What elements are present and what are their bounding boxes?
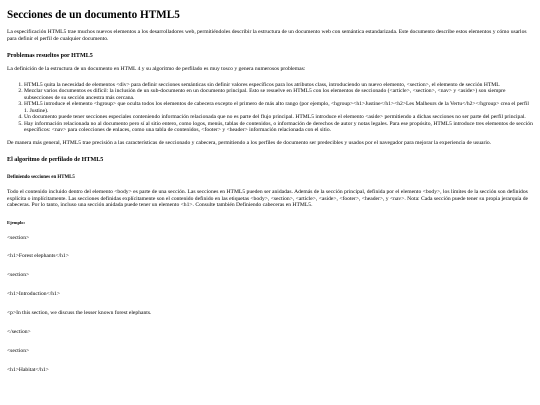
code-example bbox=[7, 235, 533, 374]
list-item: 3. HTML5 introduce el elemento <hgroup> que oculta todos los elementos de cabecera excepto el primero de más alto rango (por ejemplo, <hgroup><h1>Justine</h1><h2>Les Malheurs de la Vertu</h2></hgroup> crea el perfil 1. Justine). bbox=[24, 101, 533, 114]
closing-paragraph: De manera más general, HTML5 trae precisión a las características de seccionado y cabecera, permitiendo a los perfiles de documento ser predecibles y usados por el navegador para mejorar la experiencia de usuario. bbox=[7, 139, 492, 146]
page-title: Secciones de un documento HTML5 bbox=[7, 9, 180, 21]
list-item: 4. Un documento puede tener secciones especiales conteniendo información relacionada que no es parte del flujo principal. HTML5 introduce el elemento <aside> permitiendo a dichas secciones no ser parte del perfil principal. bbox=[24, 114, 533, 121]
list-item: 1. HTML5 quita la necesidad de elementos <div> para definir secciones semánticas sin definir valores específicos para los atributos class, introduciendo un nuevo elemento, <section>, el elemento de sección HTML bbox=[24, 82, 533, 89]
list-item: 2. Mezclar varios documentos es difícil: la inclusión de un sub-documento en un documento principal. Esto se resuelve en HTML5 con los elementos de seccionado (<article>, <section>, <nav> y <aside>) son siempre subsecciones de su sección ancestra más cercana. bbox=[24, 88, 533, 101]
code-line: <p>In this section, we discuss the lesser known forest elephants. bbox=[7, 310, 152, 317]
problems-list bbox=[7, 82, 533, 134]
intro-paragraph: La especificación HTML5 trae muchos nuevos elementos a los desarrolladores web, permitiéndoles describir la estructura de un documento web con semántica estandarizada. Este documento describe estos elementos y cómo usarlos para definir el perfil de cualquier documento. bbox=[7, 29, 527, 42]
example-label: Ejemplo: bbox=[7, 219, 26, 225]
defining-sections-paragraph: Todo el contenido incluido dentro del elemento <body> es parte de una sección. Las secciones en HTML5 pueden ser anidadas. Además de la sección principal, definida por el elemento <body>, los límites de la sección son definidos explícita o implícitamente. Las secciones definidas explícitamente son el contenido definido en las etiquetas <body>, <section>, <article>, <aside>, <footer>, <header>, y <nav>. Nota: Cada sección puede tener su propia jerarquía de cabeceras. Por lo tanto, incluso una sección anidada puede tener un elemento <h1>. Consulte también Definiendo cabeceras en HTML5. bbox=[7, 189, 529, 208]
code-line: <section> bbox=[7, 272, 30, 279]
section-heading-algorithm: El algoritmo de perfilado de HTML5 bbox=[7, 157, 104, 163]
code-line: <h1>Introduction</h1> bbox=[7, 291, 61, 298]
section-heading-problems: Problemas resueltos por HTML5 bbox=[7, 53, 93, 59]
subheading-defining-sections: Definiendo secciones en HTML5 bbox=[7, 175, 75, 180]
code-line: <section> bbox=[7, 234, 30, 241]
code-line: </section> bbox=[7, 328, 31, 335]
code-line: <section> bbox=[7, 347, 30, 354]
code-line: <h1>Forest elephants</h1> bbox=[7, 253, 69, 260]
problems-lead-paragraph: La definición de la estructura de un documento en HTML 4 y su algoritmo de perfilado es muy tosco y genera numerosos problemas: bbox=[7, 66, 306, 72]
code-line: <h1>Habitat</h1> bbox=[7, 366, 49, 373]
list-item: 5. Hay información relacionada no al documento pero sí al sitio entero, como logos, menús, tablas de contenidos, o información de derechos de autor y notas legales. Para ese propósito, HTML5 introduce tres elementos de sección específicos: <nav> para colecciones de enlaces, como una tabla de contenidos, <footer> y <header> información relacionada con el sitio. bbox=[24, 121, 533, 134]
